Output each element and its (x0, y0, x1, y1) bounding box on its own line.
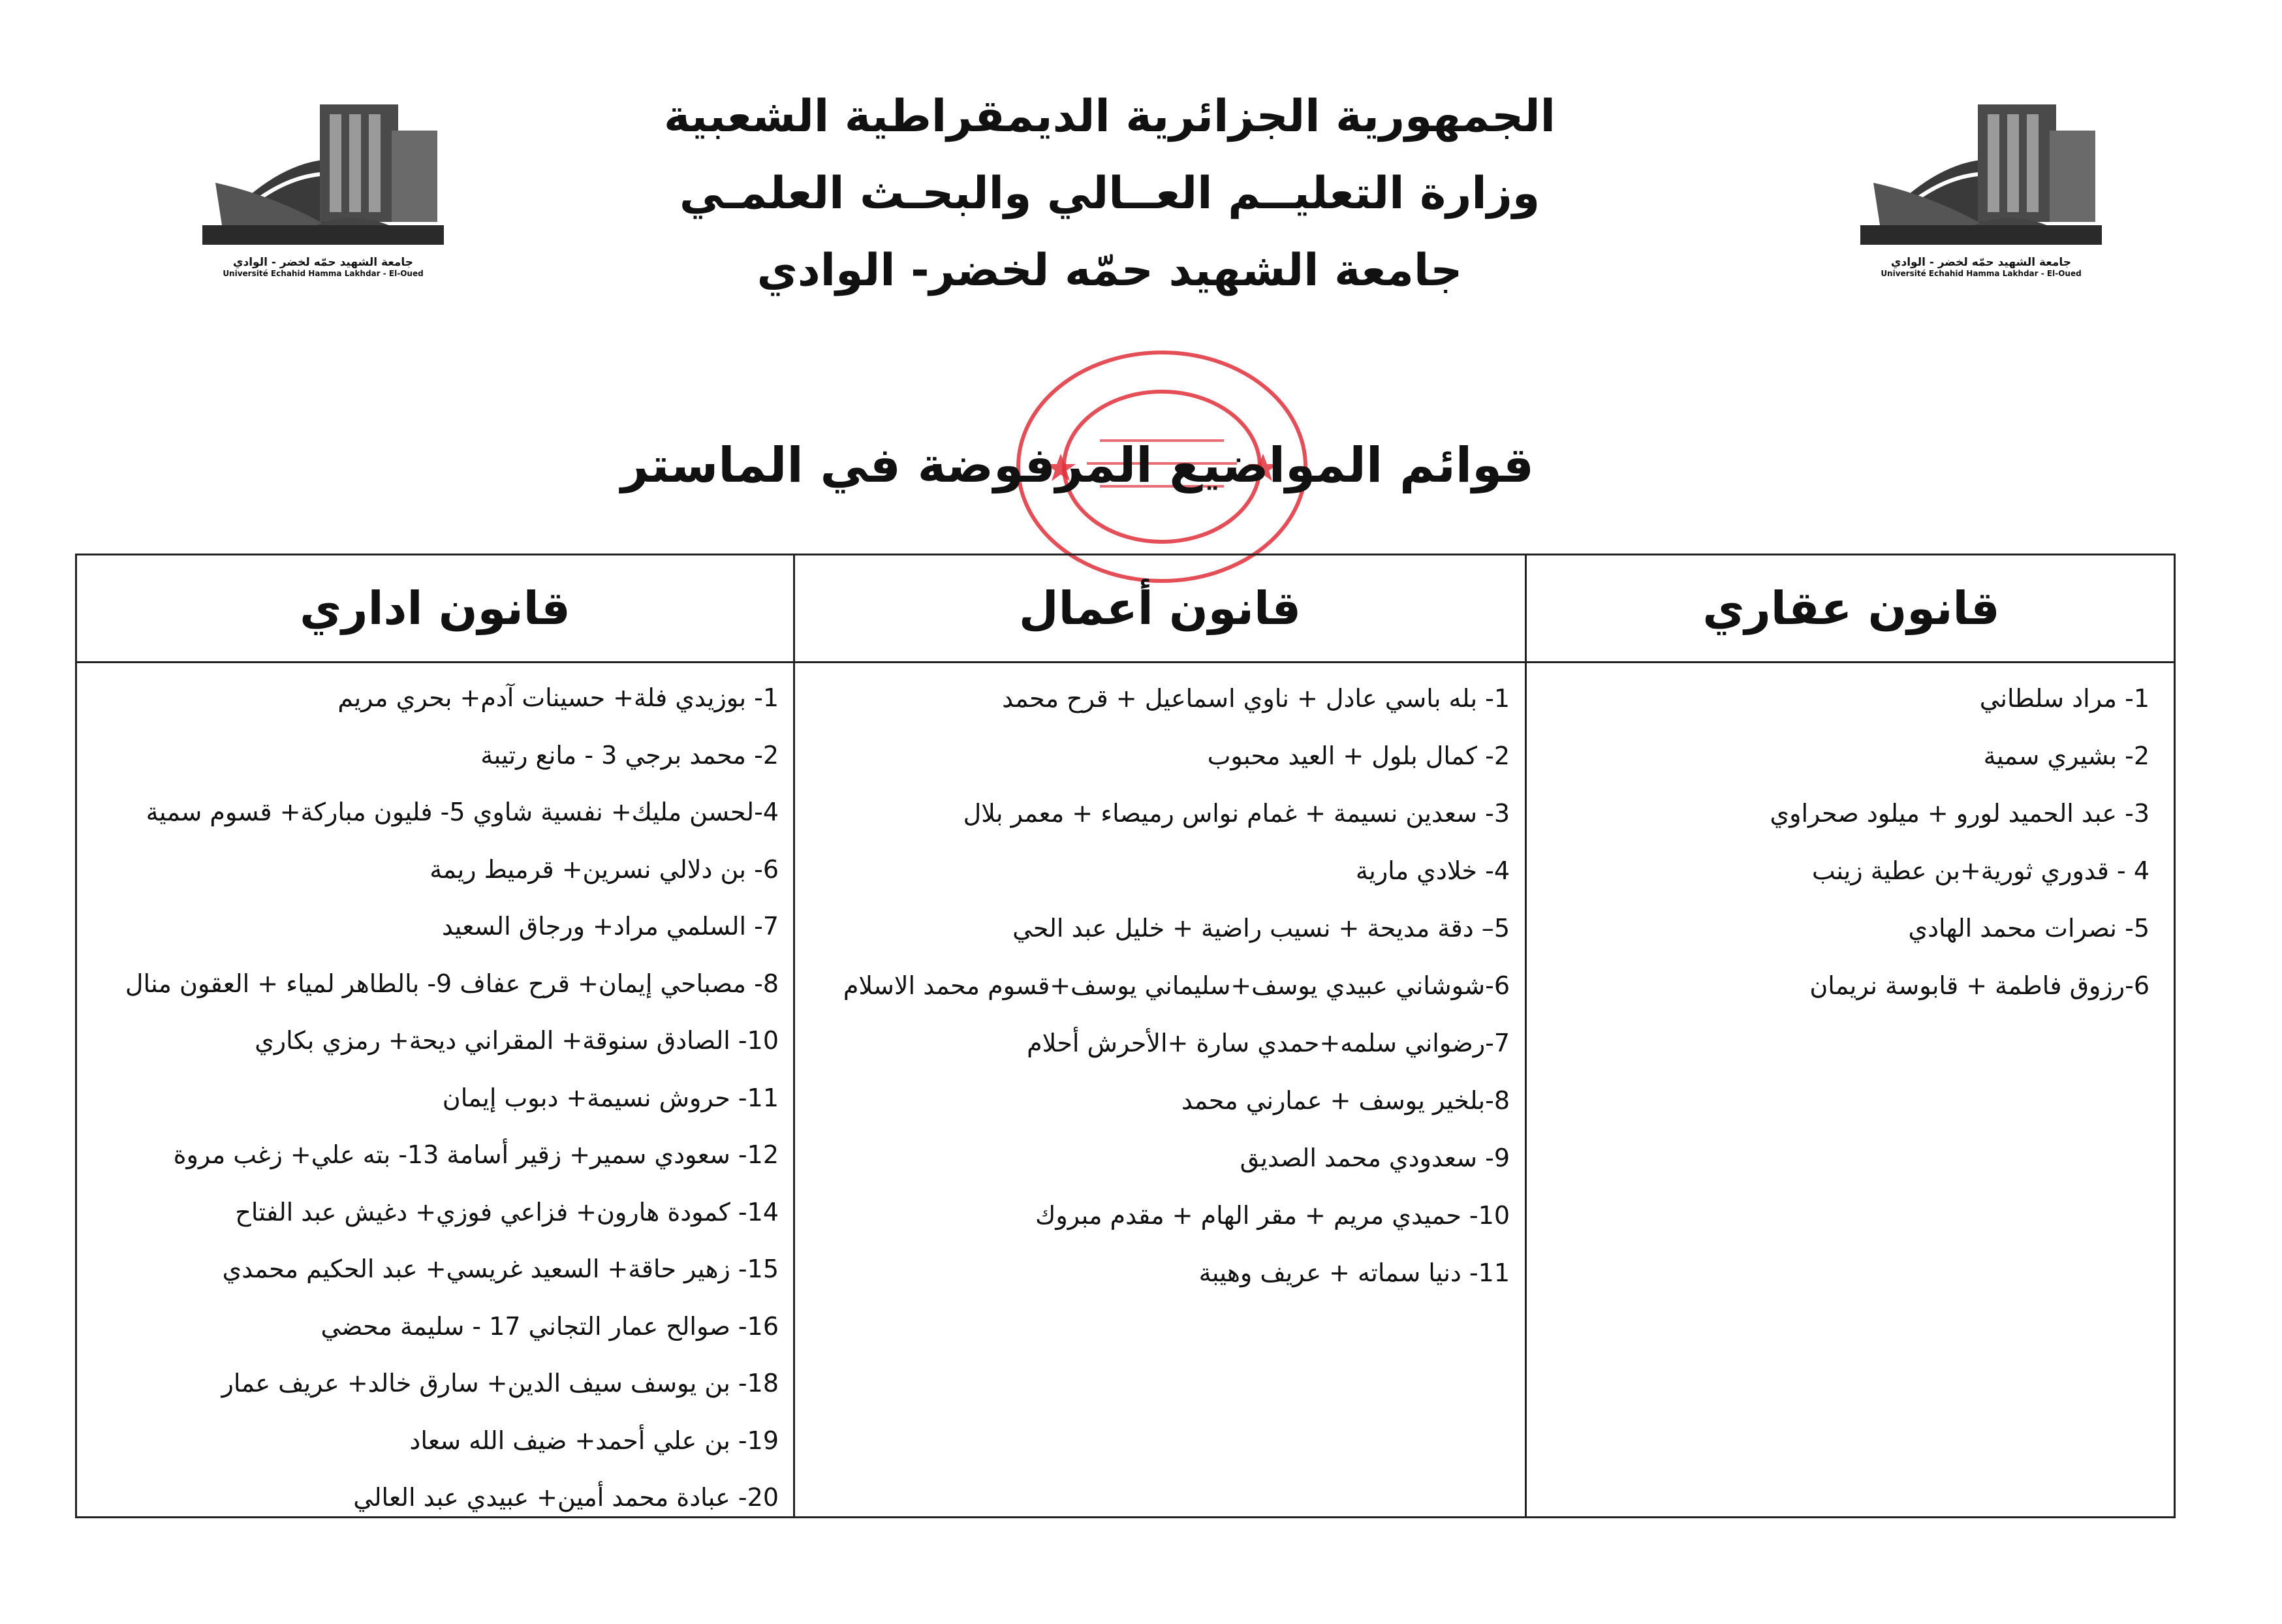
column-heading-business-law: قانون أعمال (1018, 582, 1302, 635)
list-item: 3- عبد الحميد لورو + ميلود صحراوي (1770, 799, 2149, 828)
list-item: 8-بلخير يوسف + عمارني محمد (1181, 1086, 1510, 1115)
list-item: 1- بله باسي عادل + ناوي اسماعيل + قرح محمد (1002, 684, 1510, 713)
list-item: 1- بوزيدي فلة+ حسينات آدم+ بحري مريم (337, 683, 779, 712)
building-logo-icon (1854, 85, 2108, 255)
column-divider (1525, 555, 1527, 1516)
list-item: 16- صوالح عمار التجاني 17 - سليمة محضي (320, 1311, 779, 1341)
column-business-law (811, 670, 1510, 1302)
list-item: 20- عبادة محمد أمين+ عبيدي عبد العالي (353, 1483, 779, 1512)
list-item: 11- حروش نسيمة+ دبوب إيمان (442, 1083, 779, 1112)
list-item: 12- سعودي سمير+ زقير أسامة 13- بته علي+ زغب مروة (173, 1140, 779, 1169)
logo-caption-latin: Université Echahid Hamma Lakhdar - El-Oued (223, 269, 424, 278)
header-ministry: وزارة التعليــم العــالي والبحـث العلمـي (679, 168, 1540, 219)
list-item: 2- بشيري سمية (1983, 742, 2149, 770)
list-item: 10- الصادق سنوقة+ المقراني ديحة+ رمزي بكاري (255, 1026, 779, 1055)
list-item: 4 - قدوري ثورية+بن عطية زينب (1811, 856, 2149, 885)
list-item: 7-رضواني سلمه+حمدي سارة +الأحرش أحلام (1027, 1029, 1510, 1057)
list-item: 15- زهير حاقة+ السعيد غريسي+ عبد الحكيم محمدي (222, 1255, 779, 1283)
list-item: 14- كمودة هارون+ فزاعي فوزي+ دغيش عبد الفتاح (235, 1197, 779, 1226)
header-divider (77, 661, 2174, 663)
list-item: 4-لحسن مليك+ نفسية شاوي 5- فليون مباركة+ قسوم سمية (146, 798, 779, 826)
column-real-estate-law (1539, 670, 2149, 1014)
list-item: 9- سعدودي محمد الصديق (1240, 1144, 1510, 1172)
list-item: 6- بن دلالي نسرين+ قرميط ريمة (430, 854, 779, 884)
list-item: 11- دنيا سماته + عريف وهيبة (1198, 1258, 1510, 1287)
document-header (653, 78, 1567, 309)
logo-caption-latin: Université Echahid Hamma Lakhdar - El-Oued (1881, 269, 2082, 278)
list-item: 2- محمد برجي 3 - مانع رتيبة (480, 740, 779, 770)
list-item: 4- خلادي مارية (1355, 856, 1510, 885)
university-logo-left (196, 85, 450, 281)
list-item: 19- بن علي أحمد+ ضيف الله سعاد (409, 1426, 779, 1455)
header-university: جامعة الشهيد حمّه لخضر- الوادي (757, 245, 1463, 296)
list-item: 2- كمال بلول + العيد محبوب (1207, 742, 1510, 770)
list-item: 6-شوشاني عبيدي يوسف+سليماني يوسف+قسوم محمد الاسلام (843, 971, 1510, 1000)
university-logo-right (1854, 85, 2108, 281)
list-item: 3- سعدين نسيمة + غمام نواس رميصاء + معمر بلال (963, 799, 1510, 828)
header-republic: الجمهورية الجزائرية الديمقراطية الشعبية (664, 91, 1555, 142)
list-item: 8- مصباحي إيمان+ قرح عفاف 9- بالطاهر لمياء + العقون منال (125, 969, 779, 998)
list-item: 5- نصرات محمد الهادي (1908, 914, 2149, 943)
list-item: 6-رزوق فاطمة + قابوسة نريمان (1809, 971, 2149, 1000)
logo-caption-arabic: جامعة الشهيد حمّه لخضر - الوادي (1890, 256, 2072, 269)
column-divider (793, 555, 795, 1516)
column-heading-real-estate-law: قانون عقاري (1702, 582, 2000, 635)
logo-caption-arabic: جامعة الشهيد حمّه لخضر - الوادي (232, 256, 414, 269)
list-item: 10- حميدي مريم + مقر الهام + مقدم مبروك (1035, 1201, 1510, 1230)
column-heading-administrative-law: قانون اداري (300, 582, 570, 635)
page-title: قوائم المواضيع المرفوضة في الماستر (621, 437, 1534, 493)
column-administrative-law (93, 670, 779, 1527)
rejected-topics-table (75, 554, 2176, 1518)
building-logo-icon (196, 85, 450, 255)
list-item: 18- بن يوسف سيف الدين+ سارق خالد+ عريف عمار (221, 1369, 779, 1398)
list-item: 5– دقة مديحة + نسيب راضية + خليل عبد الحي (1012, 914, 1510, 943)
list-item: 1- مراد سلطاني (1979, 684, 2149, 713)
list-item: 7- السلمي مراد+ ورجاق السعيد (441, 912, 779, 941)
